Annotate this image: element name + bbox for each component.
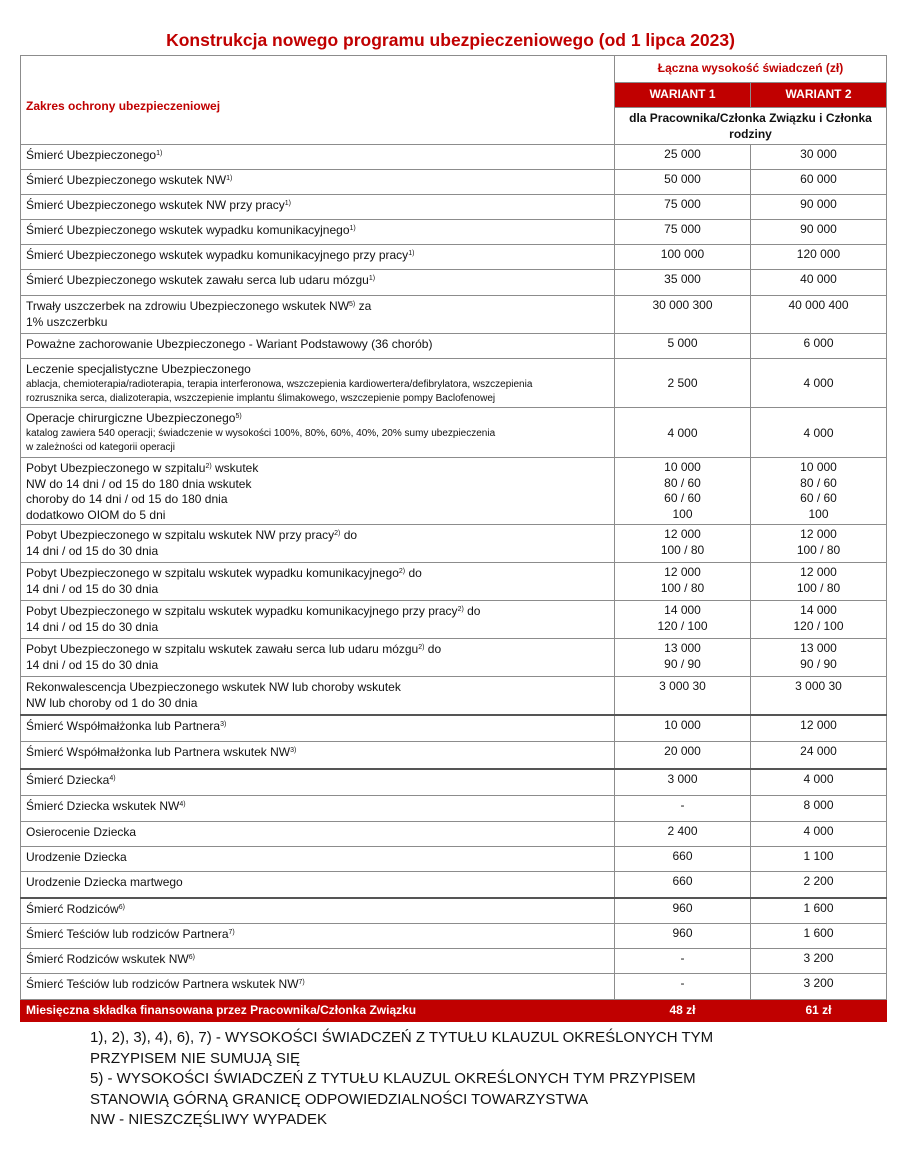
- coverage-label: [21, 408, 615, 458]
- variant2-value: [751, 974, 887, 1000]
- variant2-value: [751, 296, 887, 334]
- variant1-header: WARIANT 1: [615, 83, 751, 108]
- table-row: [21, 796, 887, 822]
- coverage-label: [21, 677, 615, 715]
- coverage-label: [21, 822, 615, 847]
- variant2-value: [751, 563, 887, 601]
- variant1-value: [615, 563, 751, 601]
- value-line: 90 / 90: [800, 656, 837, 671]
- value-text: 8 000: [803, 798, 834, 812]
- variant2-value: [751, 715, 887, 742]
- value-text: 960: [672, 926, 693, 940]
- value-text: -: [680, 951, 685, 965]
- variant1-value: [615, 847, 751, 872]
- for-whom-header: dla Pracownika/Członka Związku i Członka rodziny: [615, 108, 887, 145]
- table-row: [21, 296, 887, 334]
- footnote-marker: 4): [109, 774, 116, 782]
- coverage-label: [21, 742, 615, 769]
- value-text: 4 000: [803, 425, 834, 440]
- table-row: [21, 334, 887, 359]
- value-line: 14 000: [664, 603, 701, 617]
- table-row: [21, 145, 887, 170]
- page-title: Konstrukcja nowego programu ubezpieczeniowego (od 1 lipca 2023): [166, 30, 735, 50]
- coverage-label: [21, 525, 615, 563]
- coverage-label-line: 14 dni / od 15 do 30 dnia: [26, 657, 159, 672]
- table-row: [21, 872, 887, 898]
- coverage-label-text: Śmierć Ubezpieczonego wskutek NW: [26, 173, 227, 187]
- value-text: -: [680, 798, 685, 812]
- value-text: -: [680, 976, 685, 990]
- value-line: 12 000: [800, 527, 837, 541]
- variant1-value: [615, 601, 751, 639]
- footnote-line: 1), 2), 3), 4), 6), 7) - WYSOKOŚCI ŚWIADCZEŃ Z TYTUŁU KLAUZUL OKREŚLONYCH TYM: [90, 1029, 714, 1046]
- table-row: [21, 742, 887, 769]
- table-row: [21, 847, 887, 872]
- coverage-label: [21, 270, 615, 296]
- table-row: [21, 974, 887, 1000]
- table-row: [21, 220, 887, 245]
- value-text: 60 000: [800, 172, 837, 186]
- coverage-scope-header: Zakres ochrony ubezpieczeniowej: [21, 56, 615, 145]
- coverage-label-text: Pobyt Ubezpieczonego w szpitalu wskutek wypadku komunikacyjnego: [26, 566, 399, 580]
- value-line: 90 / 90: [664, 656, 701, 671]
- coverage-label-text: Śmierć Teściów lub rodziców Partnera wskutek NW: [26, 977, 299, 991]
- table-row: [21, 822, 887, 847]
- value-text: 4 000: [803, 376, 834, 391]
- variant1-value: [615, 334, 751, 359]
- coverage-label-text: Rekonwalescencja Ubezpieczonego wskutek NW lub choroby wskutek: [26, 680, 401, 694]
- value-text: 75 000: [664, 222, 701, 236]
- value-line: 13 000: [800, 641, 837, 655]
- coverage-detail: katalog zawiera 540 operacji; świadczenie w wysokości 100%, 80%, 60%, 40%, 20% sumy ubezpieczenia: [26, 427, 496, 439]
- coverage-label-text: do: [424, 642, 442, 656]
- variant1-value: [615, 170, 751, 195]
- coverage-label-text: Śmierć Dziecka wskutek NW: [26, 799, 180, 813]
- table-row: [21, 898, 887, 924]
- variant1-value: [615, 796, 751, 822]
- variant1-value: [615, 898, 751, 924]
- value-text: 3 200: [803, 976, 834, 990]
- coverage-label: [21, 769, 615, 796]
- variant2-value: [751, 334, 887, 359]
- variant2-value: [751, 847, 887, 872]
- value-text: 90 000: [800, 197, 837, 211]
- variant1-value: [615, 195, 751, 220]
- footnote-marker: 2): [334, 530, 341, 537]
- coverage-label-text: Śmierć Rodziców: [26, 901, 119, 916]
- footnote-marker: 1): [284, 200, 291, 207]
- coverage-label: [21, 949, 615, 974]
- value-text: 5 000: [667, 336, 698, 350]
- variant2-value: [751, 601, 887, 639]
- footnote-line: STANOWIĄ GÓRNĄ GRANICĘ ODPOWIEDZIALNOŚCI TOWARZYSTWA: [90, 1090, 589, 1108]
- footnote-marker: 3): [290, 747, 297, 754]
- variant1-value: [615, 245, 751, 270]
- value-text: 4 000: [803, 824, 834, 838]
- coverage-label: [21, 601, 615, 639]
- table-row: [21, 408, 887, 458]
- coverage-label-line: 14 dni / od 15 do 30 dnia: [26, 581, 159, 596]
- value-text: 6 000: [803, 336, 834, 350]
- coverage-label: [21, 170, 615, 195]
- coverage-label-text: Śmierć Ubezpieczonego wskutek zawału serca lub udaru mózgu: [26, 273, 369, 287]
- footnote-marker: 1): [408, 250, 415, 257]
- coverage-label-text: Urodzenie Dziecka: [26, 850, 127, 864]
- value-text: 20 000: [664, 744, 701, 758]
- value-line: 80 / 60: [800, 475, 837, 490]
- coverage-label: [21, 334, 615, 359]
- variant1-value: [615, 639, 751, 677]
- footnote-marker: 7): [228, 929, 235, 936]
- value-line: 12 000: [664, 527, 701, 541]
- variant1-value: [615, 949, 751, 974]
- variant1-value: [615, 359, 751, 408]
- value-line: 80 / 60: [664, 475, 701, 490]
- value-text: 40 000 400: [788, 298, 849, 312]
- value-text: 3 000 30: [795, 679, 842, 693]
- coverage-label-text: Osierocenie Dziecka: [26, 825, 137, 839]
- value-line: 120 / 100: [793, 618, 844, 633]
- coverage-label: [21, 245, 615, 270]
- variant1-premium: 48 zł: [615, 1000, 751, 1022]
- footnote-marker: 7): [298, 979, 305, 986]
- footnote-marker: 5): [349, 301, 356, 308]
- coverage-label-line: dodatkowo OIOM do 5 dni: [26, 507, 166, 522]
- value-text: 10 000: [664, 717, 701, 732]
- coverage-label-text: Leczenie specjalistyczne Ubezpieczonego: [26, 362, 251, 376]
- footnote-line: PRZYPISEM NIE SUMUJĄ SIĘ: [90, 1049, 301, 1067]
- variant2-value: [751, 677, 887, 715]
- value-text: 4 000: [667, 425, 698, 440]
- coverage-label: [21, 796, 615, 822]
- coverage-label-text: Poważne zachorowanie Ubezpieczonego - Wariant Podstawowy (36 chorób): [26, 337, 433, 351]
- variant2-value: [751, 170, 887, 195]
- coverage-label-text: Pobyt Ubezpieczonego w szpitalu wskutek wypadku komunikacyjnego przy pracy: [26, 604, 458, 618]
- value-line: 100 / 80: [796, 580, 841, 595]
- value-line: 10 000: [800, 460, 837, 474]
- variant1-value: [615, 715, 751, 742]
- coverage-detail: w zależności od kategorii operacji: [26, 441, 175, 453]
- coverage-label-text: Śmierć Rodziców wskutek NW: [26, 952, 189, 966]
- footnote-marker: 2): [418, 644, 425, 651]
- footnotes: [90, 1028, 713, 1131]
- coverage-label-text: Śmierć Dziecka: [26, 772, 110, 787]
- value-text: 40 000: [800, 272, 837, 286]
- footnote-marker: 5): [235, 413, 242, 420]
- coverage-label-text: Śmierć Ubezpieczonego: [26, 148, 157, 162]
- value-text: 120 000: [796, 247, 841, 261]
- variant1-value: [615, 220, 751, 245]
- footnote-marker: 2): [457, 606, 464, 613]
- variant1-value: [615, 145, 751, 170]
- coverage-label-text: Śmierć Ubezpieczonego wskutek NW przy pracy: [26, 198, 285, 212]
- footnote-marker: 1): [156, 150, 163, 157]
- table-row: [21, 458, 887, 525]
- variant1-value: [615, 270, 751, 296]
- value-text: 2 500: [667, 376, 698, 391]
- coverage-label-text: Śmierć Współmałżonka lub Partnera: [26, 718, 221, 733]
- table-row: [21, 639, 887, 677]
- coverage-label-line: NW lub choroby od 1 do 30 dnia: [26, 695, 198, 710]
- variant1-value: [615, 769, 751, 796]
- table-row: [21, 769, 887, 796]
- footnote-marker: 1): [368, 275, 376, 282]
- coverage-label-line: 14 dni / od 15 do 30 dnia: [26, 543, 159, 558]
- variant1-value: [615, 872, 751, 898]
- value-text: 30 000: [800, 147, 837, 161]
- coverage-label-text: Pobyt Ubezpieczonego w szpitalu: [26, 461, 206, 475]
- footnote-marker: 1): [349, 225, 356, 232]
- variant2-value: [751, 898, 887, 924]
- coverage-label-text: wskutek: [211, 461, 259, 475]
- variant2-premium: 61 zł: [751, 1000, 887, 1022]
- coverage-label-text: Śmierć Ubezpieczonego wskutek wypadku komunikacyjnego: [26, 223, 350, 237]
- coverage-label-line: 14 dni / od 15 do 30 dnia: [26, 619, 159, 634]
- total-benefit-header: Łączna wysokość świadczeń (zł): [615, 56, 887, 83]
- value-text: 12 000: [800, 717, 837, 732]
- value-line: 100: [808, 506, 829, 521]
- value-text: 2 400: [667, 824, 698, 838]
- value-line: 100: [672, 506, 693, 521]
- coverage-label: [21, 924, 615, 949]
- coverage-label-text: do: [340, 528, 358, 542]
- table-row: [21, 525, 887, 563]
- variant2-value: [751, 270, 887, 296]
- coverage-label-text: za: [355, 299, 372, 313]
- table-row: [21, 195, 887, 220]
- value-line: 100 / 80: [660, 580, 705, 595]
- variant2-value: [751, 145, 887, 170]
- variant1-value: [615, 974, 751, 1000]
- footnote-marker: 4): [179, 801, 186, 808]
- value-text: 960: [672, 900, 693, 915]
- footnote-line: NW - NIESZCZĘŚLIWY WYPADEK: [90, 1111, 327, 1128]
- variant1-value: [615, 458, 751, 525]
- coverage-label-line: 1% uszczerbku: [26, 314, 108, 329]
- coverage-label-text: Pobyt Ubezpieczonego w szpitalu wskutek zawału serca lub udaru mózgu: [26, 642, 419, 656]
- footnote-marker: 6): [118, 903, 125, 911]
- coverage-detail: ablacja, chemioterapia/radioterapia, terapia interferonowa, wszczepienia kardiowertera/defibrylatora, wszczepienia: [26, 378, 533, 390]
- value-text: 75 000: [664, 197, 701, 211]
- value-text: 660: [672, 849, 693, 863]
- value-text: 2 200: [803, 874, 834, 888]
- table-row: [21, 170, 887, 195]
- value-line: 60 / 60: [800, 491, 837, 505]
- coverage-label: [21, 195, 615, 220]
- value-line: 100 / 80: [660, 542, 705, 557]
- variant2-value: [751, 408, 887, 458]
- footnote-marker: 6): [188, 954, 195, 961]
- variant1-value: [615, 296, 751, 334]
- variant1-value: [615, 677, 751, 715]
- variant1-value: [615, 924, 751, 949]
- table-row: [21, 949, 887, 974]
- coverage-label: [21, 847, 615, 872]
- variant2-header: WARIANT 2: [751, 83, 887, 108]
- variant1-value: [615, 742, 751, 769]
- coverage-label-text: do: [463, 604, 481, 618]
- value-text: 3 000 30: [659, 679, 706, 693]
- monthly-premium-label: Miesięczna składka finansowana przez Pracownika/Członka Związku: [21, 1000, 615, 1022]
- value-text: 100 000: [660, 247, 705, 261]
- table-row: [21, 601, 887, 639]
- table-row: [21, 563, 887, 601]
- coverage-label: [21, 296, 615, 334]
- footnote-marker: 2): [398, 568, 406, 575]
- variant1-value: [615, 408, 751, 458]
- variant2-value: [751, 769, 887, 796]
- coverage-label: [21, 563, 615, 601]
- value-line: 10 000: [664, 460, 701, 474]
- table-row: [21, 245, 887, 270]
- variant2-value: [751, 924, 887, 949]
- coverage-label: [21, 359, 615, 408]
- value-text: 1 100: [803, 849, 834, 863]
- variant2-value: [751, 359, 887, 408]
- variant2-value: [751, 639, 887, 677]
- value-text: 660: [672, 874, 693, 888]
- coverage-label: [21, 898, 615, 924]
- variant2-value: [751, 742, 887, 769]
- value-text: 24 000: [800, 744, 837, 758]
- monthly-premium-row: [21, 1000, 887, 1022]
- coverage-label-text: Śmierć Teściów lub rodziców Partnera: [26, 927, 229, 941]
- value-text: 35 000: [664, 272, 701, 286]
- coverage-label-text: do: [405, 566, 422, 580]
- value-line: 13 000: [664, 641, 701, 655]
- benefits-table: [20, 55, 887, 1022]
- value-text: 1 600: [803, 926, 834, 940]
- variant2-value: [751, 458, 887, 525]
- value-line: 12 000: [800, 565, 837, 579]
- variant2-value: [751, 220, 887, 245]
- coverage-detail: rozrusznika serca, dializoterapia, wszczepienie implantu ślimakowego, wszczepienie pompy Baclofenowej: [26, 392, 496, 404]
- coverage-label-line: choroby do 14 dni / od 15 do 180 dnia: [26, 492, 228, 506]
- variant1-value: [615, 822, 751, 847]
- table-row: [21, 677, 887, 715]
- value-line: 60 / 60: [664, 491, 701, 505]
- coverage-label: [21, 220, 615, 245]
- value-text: 3 000: [667, 771, 698, 786]
- table-row: [21, 715, 887, 742]
- variant2-value: [751, 872, 887, 898]
- coverage-label: [21, 145, 615, 170]
- coverage-label: [21, 872, 615, 898]
- coverage-label: [21, 974, 615, 1000]
- variant2-value: [751, 949, 887, 974]
- table-row: [21, 270, 887, 296]
- table-row: [21, 359, 887, 408]
- footnote-marker: 3): [220, 720, 227, 728]
- variant2-value: [751, 822, 887, 847]
- footnote-line: 5) - WYSOKOŚCI ŚWIADCZEŃ Z TYTUŁU KLAUZUL OKREŚLONYCH TYM PRZYPISEM: [90, 1070, 696, 1087]
- coverage-label: [21, 715, 615, 742]
- value-line: 120 / 100: [657, 618, 708, 633]
- coverage-label-text: Pobyt Ubezpieczonego w szpitalu wskutek NW przy pracy: [26, 528, 335, 542]
- value-text: 50 000: [664, 172, 701, 186]
- coverage-label: [21, 458, 615, 525]
- value-text: 25 000: [664, 147, 701, 161]
- variant1-value: [615, 525, 751, 563]
- table-row: [21, 924, 887, 949]
- variant2-value: [751, 525, 887, 563]
- coverage-label-text: Urodzenie Dziecka martwego: [26, 875, 183, 889]
- coverage-label: [21, 639, 615, 677]
- coverage-label-line: NW do 14 dni / od 15 do 180 dnia wskutek: [26, 476, 252, 491]
- value-text: 4 000: [803, 771, 834, 786]
- footnote-marker: 1): [226, 175, 233, 182]
- value-text: 30 000 300: [652, 298, 713, 312]
- coverage-label-text: Śmierć Współmałżonka lub Partnera wskutek NW: [26, 745, 291, 759]
- coverage-label-text: Trwały uszczerbek na zdrowiu Ubezpieczonego wskutek NW: [26, 299, 350, 313]
- value-text: 90 000: [800, 222, 837, 236]
- value-line: 12 000: [664, 565, 701, 579]
- value-text: 3 200: [803, 951, 834, 965]
- coverage-label-text: Śmierć Ubezpieczonego wskutek wypadku komunikacyjnego przy pracy: [26, 248, 409, 262]
- footnote-marker: 2): [205, 463, 212, 470]
- value-line: 14 000: [800, 603, 837, 617]
- value-text: 1 600: [803, 900, 834, 915]
- variant2-value: [751, 195, 887, 220]
- coverage-label-text: Operacje chirurgiczne Ubezpieczonego: [26, 411, 236, 425]
- value-line: 100 / 80: [796, 542, 841, 557]
- variant2-value: [751, 245, 887, 270]
- variant2-value: [751, 796, 887, 822]
